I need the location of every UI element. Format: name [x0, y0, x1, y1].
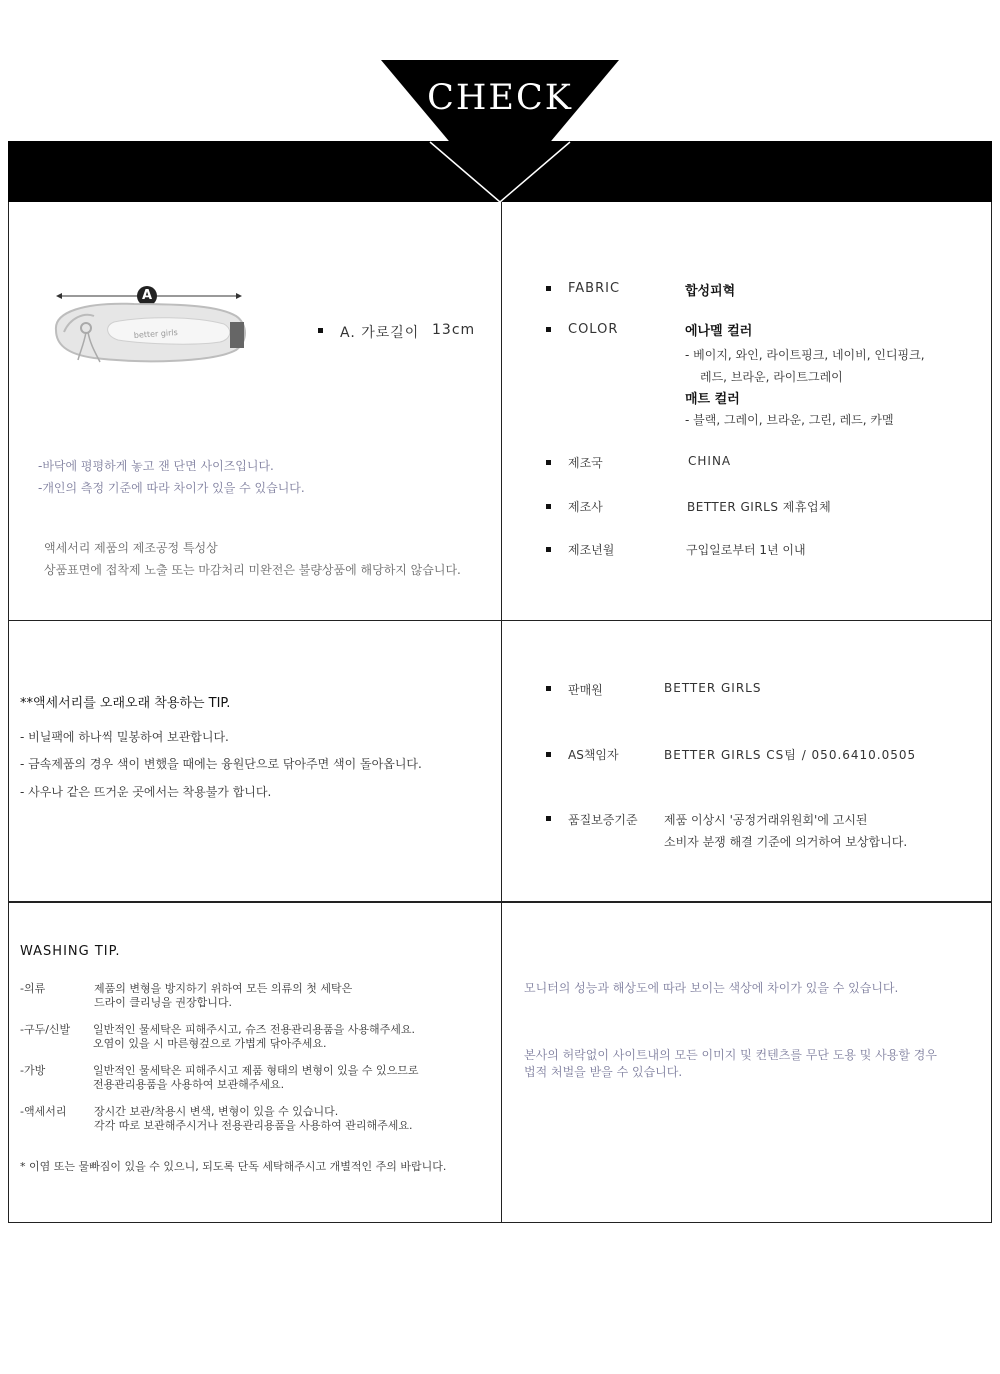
washing-title: WASHING TIP.: [20, 944, 121, 959]
color-label: COLOR: [568, 322, 619, 337]
column-divider: [501, 202, 502, 1222]
washing-text: 장시간 보관/착용시 변색, 변형이 있을 수 있습니다.: [94, 1105, 339, 1118]
bullet: [546, 547, 551, 552]
tip-item: - 금속제품의 경우 색이 변했을 때에는 융원단으로 닦아주면 색이 돌아옵니다.: [20, 757, 422, 771]
quality-label: 품질보증기준: [568, 813, 638, 827]
date-label: 제조년월: [568, 543, 615, 557]
washing-label: -가방: [20, 1064, 46, 1077]
tips-title: **액세서리를 오래오래 착용하는 TIP.: [20, 696, 231, 711]
bullet: [546, 286, 551, 291]
bullet: [546, 752, 551, 757]
size-value: 13cm: [432, 322, 476, 338]
enamel-color-list: 레드, 브라운, 라이트그레이: [700, 370, 843, 384]
washing-text: 각각 따로 보관해주시거나 전용관리용품을 사용하여 관리해주세요.: [94, 1119, 413, 1132]
size-note: -바닥에 평평하게 놓고 잰 단면 사이즈입니다.: [38, 459, 274, 473]
date-value: 구입일로부터 1년 이내: [686, 543, 806, 557]
fabric-label: FABRIC: [568, 281, 621, 296]
measure-marker: A: [141, 288, 153, 303]
enamel-color-list: - 베이지, 와인, 라이트핑크, 네이비, 인디핑크,: [685, 348, 925, 362]
matte-color-title: 매트 컬러: [685, 392, 740, 407]
maker-label: 제조사: [568, 500, 603, 514]
washing-label: -구두/신발: [20, 1023, 71, 1036]
washing-label: -액세서리: [20, 1105, 67, 1118]
seller-label: 판매원: [568, 683, 603, 697]
as-value: BETTER GIRLS CS팀 / 050.6410.0505: [664, 748, 917, 762]
washing-text: 오염이 있을 시 마른형겊으로 가볍게 닦아주세요.: [93, 1037, 327, 1050]
shoe-image: [44, 282, 254, 370]
seller-value: BETTER GIRLS: [664, 681, 762, 695]
tip-item: - 사우나 같은 뜨거운 곳에서는 착용불가 합니다.: [20, 785, 272, 799]
row-divider: [9, 620, 991, 621]
row-divider: [9, 901, 991, 903]
size-label: A. 가로길이: [340, 325, 420, 341]
matte-color-list: - 블랙, 그레이, 브라운, 그린, 레드, 카멜: [685, 413, 894, 427]
washing-label: -의류: [20, 982, 46, 995]
size-note: -개인의 측정 기준에 따라 차이가 있을 수 있습니다.: [38, 481, 305, 495]
copyright-notice: 본사의 허락없이 사이트내의 모든 이미지 및 컨텐츠를 무단 도용 및 사용할 경우: [524, 1048, 937, 1062]
enamel-color-title: 에나멜 컬러: [685, 324, 753, 339]
monitor-notice: 모니터의 성능과 해상도에 따라 보이는 색상에 차이가 있을 수 있습니다.: [524, 981, 899, 995]
copyright-notice: 법적 처벌을 받을 수 있습니다.: [524, 1065, 683, 1079]
bullet: [318, 328, 323, 333]
washing-text: 전용관리용품을 사용하여 보관해주세요.: [93, 1078, 285, 1091]
washing-text: 제품의 변형을 방지하기 위하여 모든 의류의 첫 세탁은: [94, 982, 353, 995]
washing-text: 드라이 클리닝을 권장합니다.: [94, 996, 233, 1009]
quality-value: 소비자 분쟁 해결 기준에 의거하여 보상합니다.: [664, 835, 908, 849]
accessory-note: 상품표면에 접착제 노출 또는 마감처리 미완전은 불량상품에 해당하지 않습니다.: [44, 563, 461, 577]
country-value: CHINA: [688, 454, 732, 468]
page-title: CHECK: [427, 78, 573, 118]
washing-footnote: * 이염 또는 물빠짐이 있을 수 있으니, 되도록 단독 세탁해주시고 개별적인 주의 바랍니다.: [20, 1160, 447, 1173]
bullet: [546, 686, 551, 691]
svg-text:better girls: better girls: [133, 327, 179, 340]
tip-item: - 비닐팩에 하나씩 밀봉하여 보관합니다.: [20, 730, 229, 744]
washing-text: 일반적인 물세탁은 피해주시고, 슈즈 전용관리용품을 사용해주세요.: [93, 1023, 416, 1036]
as-label: AS책임자: [568, 748, 619, 762]
maker-value: BETTER GIRLS 제휴업체: [687, 500, 832, 514]
bullet: [546, 504, 551, 509]
washing-text: 일반적인 물세탁은 피해주시고 제품 형태의 변형이 있을 수 있으므로: [93, 1064, 419, 1077]
bullet: [546, 327, 551, 332]
accessory-note: 액세서리 제품의 제조공정 특성상: [44, 541, 218, 555]
quality-value: 제품 이상시 '공정거래위원회'에 고시된: [664, 813, 868, 827]
country-label: 제조국: [568, 456, 603, 470]
bullet: [546, 816, 551, 821]
bullet: [546, 460, 551, 465]
fabric-value: 합성피혁: [685, 284, 736, 299]
